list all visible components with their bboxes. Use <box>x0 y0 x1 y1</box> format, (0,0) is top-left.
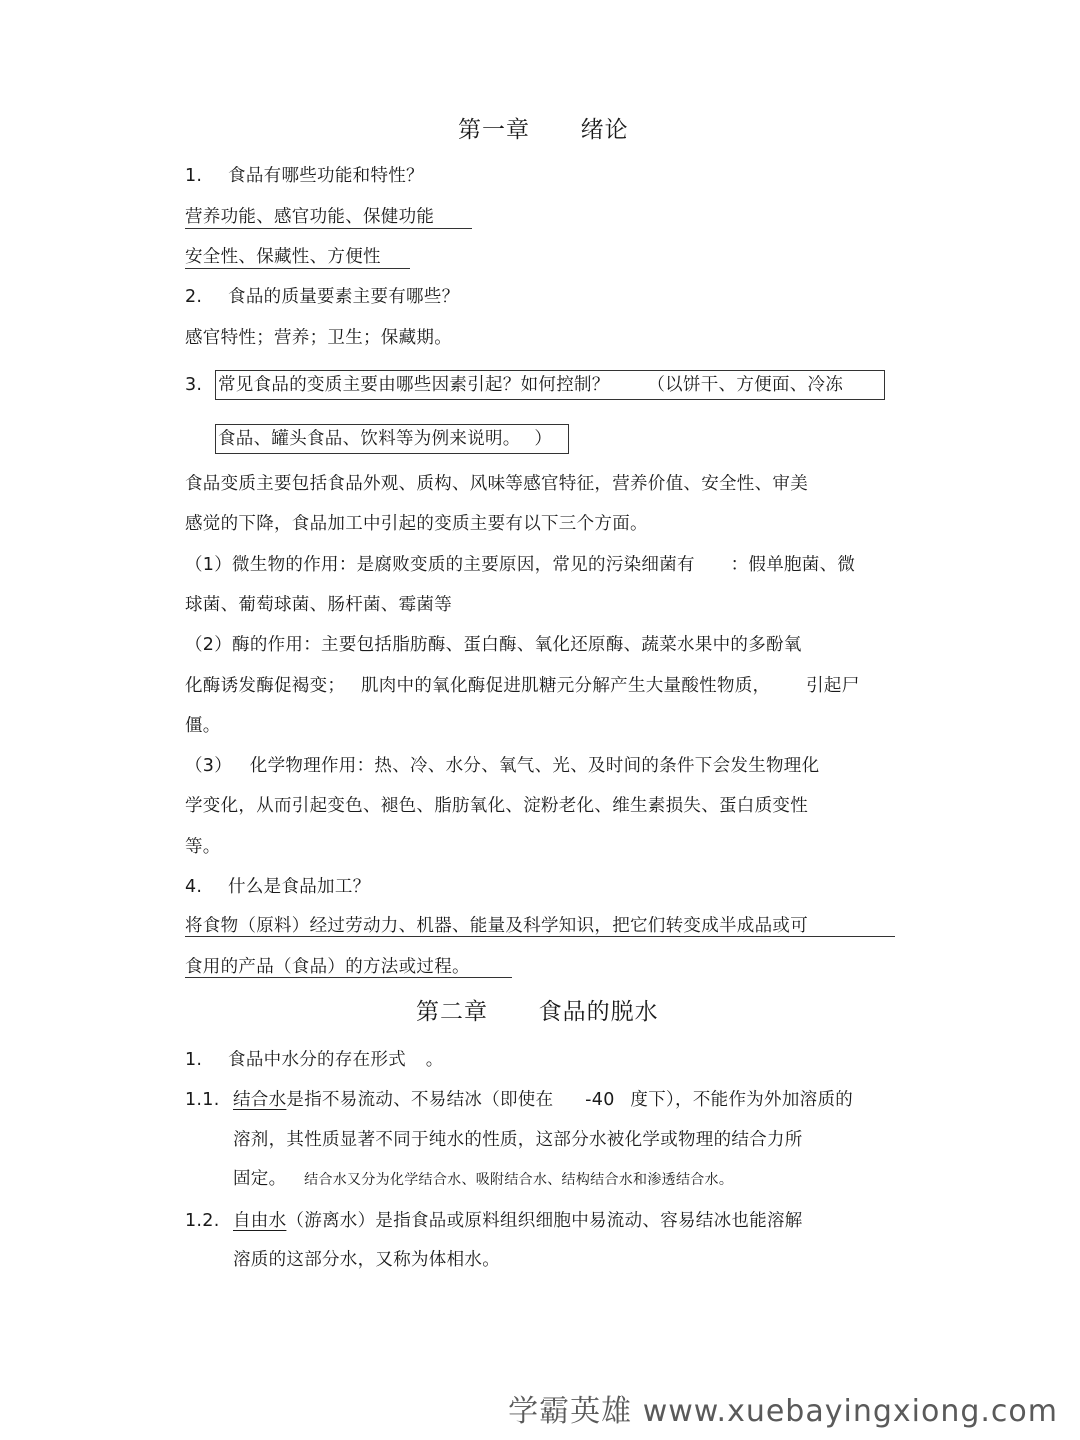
chapter-1-title <box>458 115 629 145</box>
question-3-line-1 <box>218 373 843 397</box>
section-1-2-number <box>185 1209 220 1233</box>
definition-text-cont: -40 <box>585 1090 615 1110</box>
underline-rule <box>185 268 410 269</box>
answer-3-p2 <box>185 512 648 536</box>
question-number: 3. <box>185 375 203 395</box>
chapter-1-number: 第一章 <box>458 117 530 143</box>
answer-3-p4 <box>185 593 452 617</box>
paragraph-text: 球菌、葡萄球菌、肠杆菌、霉菌等 <box>185 595 452 615</box>
section-1-1-line-1 <box>233 1088 853 1112</box>
definition-text: 溶剂，其性质显著不同于纯水的性质，这部分水被化学或物理的结合力所 <box>233 1130 803 1150</box>
question-number: 4. <box>185 877 203 897</box>
paragraph-text: （1）微生物的作用：是腐败变质的主要原因，常见的污染细菌有 <box>185 555 695 575</box>
definition-text: 溶质的这部分水，又称为体相水。 <box>233 1250 500 1270</box>
question-text: 常见食品的变质主要由哪些因素引起？如何控制？ <box>218 375 610 395</box>
answer-3-p3 <box>185 553 855 577</box>
underline-rule <box>185 977 512 978</box>
question-number: 2. <box>185 287 203 307</box>
underline-rule <box>185 936 895 937</box>
answer-text: 食用的产品（食品）的方法或过程。 <box>185 957 470 977</box>
paragraph-text: （3） <box>185 756 233 776</box>
section-text-cont: 。 <box>425 1050 444 1070</box>
question-text-cont: ） <box>534 429 553 449</box>
question-text: 食品的质量要素主要有哪些？ <box>228 287 460 307</box>
section-1-2-line-1 <box>233 1209 803 1233</box>
chapter-1-subtitle: 绪论 <box>580 117 629 143</box>
watermark: 学霸英雄 www.xuebayingxiong.com <box>508 1394 1058 1429</box>
underline-rule <box>185 228 472 229</box>
question-2 <box>185 285 459 309</box>
question-text-cont: （以饼干、方便面、冷冻 <box>647 375 844 395</box>
question-4 <box>185 875 370 899</box>
question-text: 食品有哪些功能和特性？ <box>228 166 424 186</box>
question-text: 什么是食品加工？ <box>228 877 371 897</box>
section-number: 1. <box>185 1050 203 1070</box>
answer-1-line-1 <box>185 205 434 229</box>
paragraph-text-cont: 肌肉中的氧化酶促进肌糖元分解产生大量酸性物质， <box>360 676 771 696</box>
term-bound-water: 结合水 <box>233 1090 287 1110</box>
paragraph-text: 感觉的下降，食品加工中引起的变质主要有以下三个方面。 <box>185 514 648 534</box>
section-1-1-line-3 <box>233 1167 733 1192</box>
answer-text: 将食物（原料）经过劳动力、机器、能量及科学知识，把它们转变成半成品或可 <box>185 916 808 936</box>
answer-1-line-2 <box>185 245 381 269</box>
definition-text: 固定。 <box>233 1169 287 1189</box>
answer-3-p9 <box>185 794 808 818</box>
definition-note: 结合水又分为化学结合水、吸附结合水、结构结合水和渗透结合水。 <box>304 1172 734 1188</box>
section-number: 1.2. <box>185 1211 220 1231</box>
answer-4-line-2 <box>185 955 470 979</box>
question-3-line-2 <box>218 427 552 451</box>
question-text: 食品、罐头食品、饮料等为例来说明。 <box>218 429 521 449</box>
answer-text: 安全性、保藏性、方便性 <box>185 247 381 267</box>
section-1 <box>185 1048 444 1072</box>
answer-3-p5 <box>185 633 802 657</box>
answer-3-p10 <box>185 835 221 859</box>
paragraph-text-cont: ：假单胞菌、微 <box>730 555 856 575</box>
question-3-number <box>185 373 202 397</box>
paragraph-text: 学变化，从而引起变色、褪色、脂肪氧化、淀粉老化、维生素损失、蛋白质变性 <box>185 796 808 816</box>
chapter-2-number: 第二章 <box>416 999 488 1025</box>
section-1-1-line-2 <box>233 1128 803 1152</box>
paragraph-text: 等。 <box>185 837 221 857</box>
answer-2 <box>185 326 452 350</box>
paragraph-text-cont: 引起尸 <box>806 676 860 696</box>
paragraph-text: 食品变质主要包括食品外观、质构、风味等感官特征，营养价值、安全性、审美 <box>185 474 808 494</box>
paragraph-text: 化酶诱发酶促褐变； <box>185 676 346 696</box>
definition-text-cont: 度下），不能作为外加溶质的 <box>630 1090 854 1110</box>
answer-3-p1 <box>185 472 808 496</box>
answer-text: 营养功能、感官功能、保健功能 <box>185 207 435 227</box>
chapter-2-title <box>416 997 659 1027</box>
section-1-2-line-2 <box>233 1248 500 1272</box>
chapter-2-subtitle: 食品的脱水 <box>538 999 659 1025</box>
question-number: 1. <box>185 166 203 186</box>
paragraph-text: 僵。 <box>185 716 221 736</box>
section-1-1-number <box>185 1088 220 1112</box>
answer-3-p7 <box>185 714 221 738</box>
answer-4-line-1 <box>185 914 808 938</box>
paragraph-text-cont: 化学物理作用：热、冷、水分、氧气、光、及时间的条件下会发生物理化 <box>249 756 820 776</box>
answer-3-p6 <box>185 674 860 698</box>
section-text: 食品中水分的存在形式 <box>228 1050 407 1070</box>
section-number: 1.1. <box>185 1090 220 1110</box>
answer-3-p8 <box>185 754 819 778</box>
definition-text: 是指不易流动、不易结冰（即使在 <box>286 1090 554 1110</box>
term-free-water: 自由水 <box>233 1211 287 1231</box>
question-1 <box>185 164 424 188</box>
answer-text: 感官特性；营养；卫生；保藏期。 <box>185 328 452 348</box>
paragraph-text: （2）酶的作用：主要包括脂肪酶、蛋白酶、氧化还原酶、蔬菜水果中的多酚氧 <box>185 635 802 655</box>
definition-text: （游离水）是指食品或原料组织细胞中易流动、容易结冰也能溶解 <box>286 1211 803 1231</box>
